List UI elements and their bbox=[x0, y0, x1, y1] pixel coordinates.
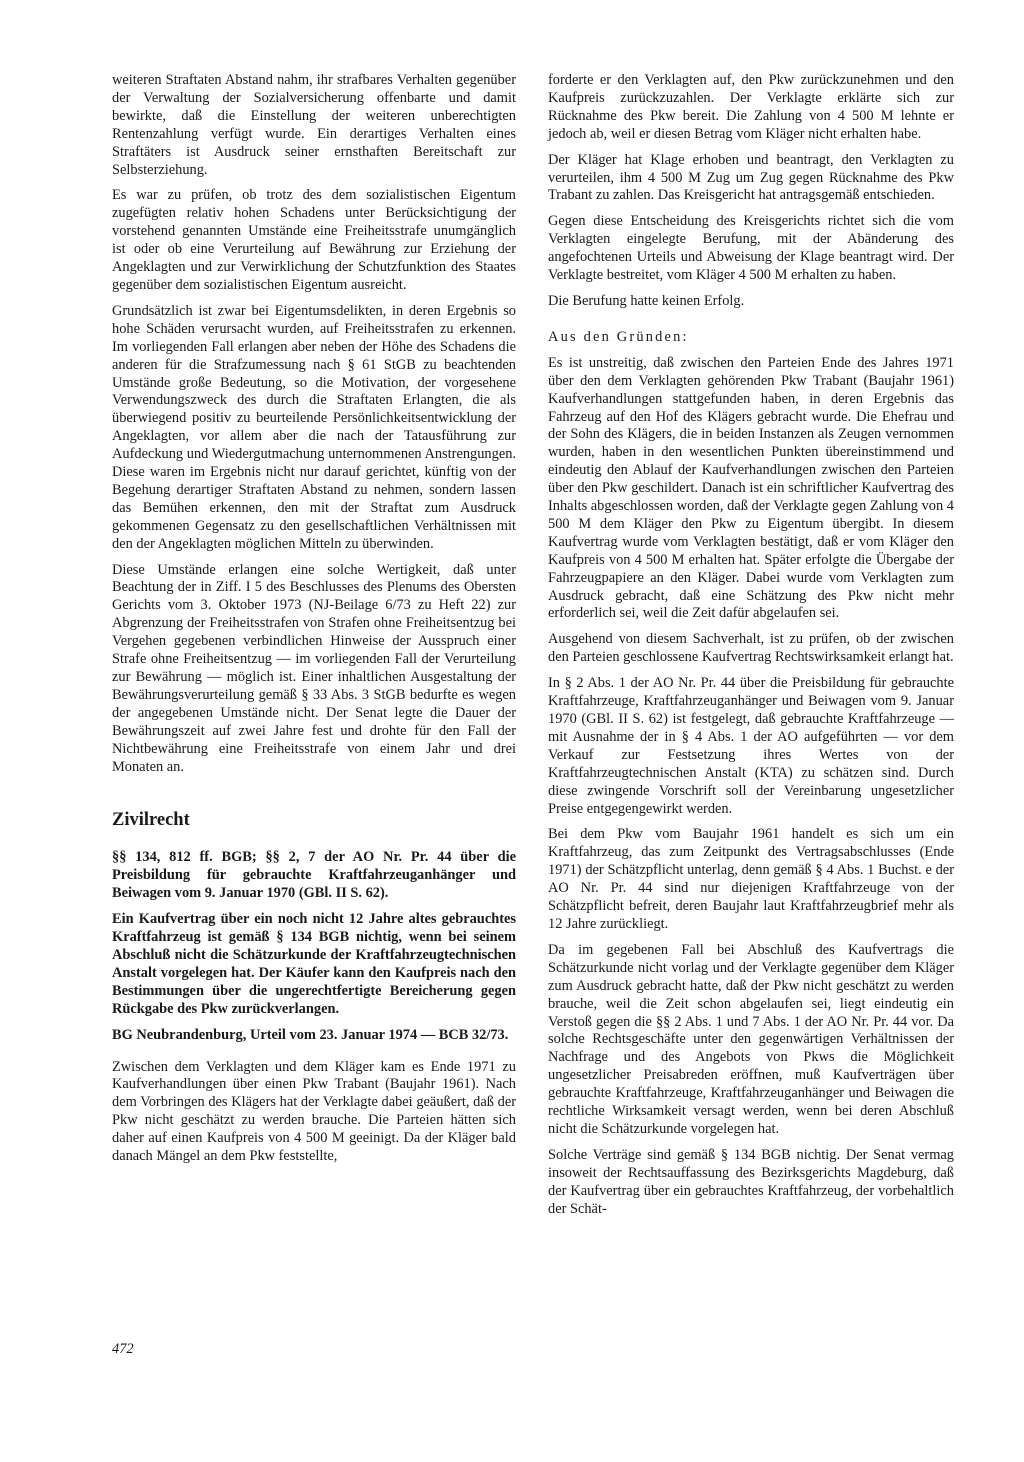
paragraph: Zwischen dem Verklagten und dem Kläger kam es Ende 1971 zu Kaufverhandlungen über einen Pkw Trabant (Baujahr 1961). Nach dem Vorbringen des Klägers hat der Verklagte dabei geäußert, daß der Pkw nicht geschätzt zu werden brauche. Die Parteien hätten sich daher auf einen Kaufpreis von 4 500 M geeinigt. Da der Kläger bald danach Mängel an dem Pkw feststellte, bbox=[112, 1058, 516, 1165]
paragraph: Gegen diese Entscheidung des Kreisgerichts richtet sich die vom Verklagten eingelegte Berufung, mit der Abänderung des angefochtenen Urteils und Abweisung der Klage beantragt wird. Der Verklagte bestreitet, vom Kläger 4 500 M erhalten zu haben. bbox=[548, 213, 954, 284]
paragraph: Bei dem Pkw vom Baujahr 1961 handelt es sich um ein Kraftfahrzeug, das zum Zeitpunkt des Vertragsabschlusses (Ende 1971) der Schätzpflicht unterlag, denn gemäß § 4 Abs. 1 Buchst. e der AO Nr. Pr. 44 sind nur diejenigen Kraftfahrzeuge von der Schätzpflicht befreit, deren Baujahr laut Kraftfahrzeugbrief mehr als 12 Jahre zurückliegt. bbox=[548, 826, 954, 932]
paragraph: Diese Umstände erlangen eine solche Wertigkeit, daß unter Beachtung der in Ziff. I 5 des Beschlusses des Plenums des Obersten Gerichts vom 3. Oktober 1973 (NJ-Beilage 6/73 zu Heft 22) zur Abgrenzung der Freiheitsstrafen von Strafen ohne Freiheitsentzug bei Vergehen gegebenen verbindlichen Hinweise der Ausspruch einer Strafe ohne Freiheitsentzug — im vorliegenden Fall der Verurteilung zur Bewährung — möglich ist. Einer inhaltlichen Ausgestaltung der Bewährungsverurteilung gemäß § 33 Abs. 3 StGB bedurfte es wegen der angegebenen Umstände nicht. Der Senat legte die Dauer der Bewährungszeit auf zwei Jahre fest und drohte für den Fall der Nichtbewährung eine Freiheitsstrafe von einem Jahr und drei Monaten an. bbox=[112, 561, 516, 775]
paragraph: Es war zu prüfen, ob trotz des dem sozialistischen Eigentum zugefügten relativ hohen Schadens unter Berücksichtigung der vorstehend genannten Umstände eine Freiheitsstrafe unumgänglich ist oder ob eine Verurteilung auf Bewährung zur Erziehung der Angeklagten und zur Verwirklichung der Schutzfunktion des Staates gegenüber dem sozialistischen Eigentum ausreicht. bbox=[112, 187, 516, 293]
section-heading: Zivilrecht bbox=[112, 810, 190, 831]
paragraph: In § 2 Abs. 1 der AO Nr. Pr. 44 über die Preisbildung für gebrauchte Kraftfahrzeuge, Kraftfahrzeuganhänger und Beiwagen vom 9. Januar 1970 (GBl. II S. 62) ist festgelegt, daß gebrauchte Kraftfahrzeuge — mit Ausnahme der in § 4 Abs. 1 der AO aufgeführten — vor dem Verkauf zur Festsetzung ihres Wertes von der Kraftfahrzeugtechnischen Anstalt (KTA) zu schätzen sind. Durch diese zwingende Vorschrift soll der Vereinbarung ungesetzlicher Preise entgegengewirkt werden. bbox=[548, 675, 954, 817]
reasons-heading: Aus den Gründen: bbox=[548, 328, 689, 345]
section-spacer bbox=[112, 784, 516, 810]
paragraph: forderte er den Verklagten auf, den Pkw zurückzunehmen und den Kaufpreis zurückzuzahlen. Der Verklagte erklärte sich zur Rücknahme des Pkw bereit. Die Zahlung von 4 500 M lehnte er jedoch ab, weil er diesen Betrag vom Kläger nicht erhalten habe. bbox=[548, 72, 954, 142]
headnote: Ein Kaufvertrag über ein noch nicht 12 Jahre altes gebrauchtes Kraftfahrzeug ist gemäß § 134 BGB nichtig, wenn bei seinem Abschluß nicht die Schätzurkunde der Kraftfahrzeugtechnischen Anstalt vorgelegen hat. Der Käufer kann den Kaufpreis nach den Bestimmungen über die ungerechtfertigte Bereicherung gegen Rückgabe des Pkw zurückverlangen. bbox=[112, 911, 516, 1017]
statute-reference: §§ 134, 812 ff. BGB; §§ 2, 7 der AO Nr. Pr. 44 über die Preisbildung für gebrauchte Kraftfahrzeuganhänger und Beiwagen vom 9. Januar 1970 (GBl. II S. 62). bbox=[112, 849, 516, 902]
left-column bbox=[112, 72, 516, 1174]
paragraph: Grundsätzlich ist zwar bei Eigentumsdelikten, in deren Ergebnis so hohe Schäden verursacht wurden, auf Freiheitsstrafen zu erkennen. Im vorliegenden Fall erlangen aber neben der Höhe des Schadens die anderen für die Strafzumessung nach § 61 StGB zu beachtenden Umstände große Bedeutung, so die Motivation, der vorgesehene Verwendungszweck des durch die Straftaten Erlangten, die als überwiegend positiv zu beurteilende Persönlichkeitsentwicklung der Angeklagten, vor allem aber die nach der Tatausführung zur Aufdeckung und Wiedergutmachung unternommenen Anstrengungen. Diese waren im Ergebnis nicht nur darauf gerichtet, künftig von der Begehung derartiger Straftaten Abstand zu nehmen, sondern lassen das Bemühen erkennen, den mit der Straftat zum Ausdruck gekommenen Gegensatz zu den gesellschaftlichen Verhältnissen mit den der Angeklagten möglichen Mitteln zu überwinden. bbox=[112, 302, 516, 552]
paragraph: Ausgehend von diesem Sachverhalt, ist zu prüfen, ob der zwischen den Parteien geschlossene Kaufvertrag Rechtswirksamkeit erlangt hat. bbox=[548, 631, 954, 666]
page-number: 472 bbox=[112, 1341, 134, 1357]
paragraph: Die Berufung hatte keinen Erfolg. bbox=[548, 292, 745, 309]
court-citation: BG Neubrandenburg, Urteil vom 23. Januar 1974 — BCB 32/73. bbox=[112, 1026, 509, 1043]
paragraph: Solche Verträge sind gemäß § 134 BGB nichtig. Der Senat vermag insoweit der Rechtsauffassung des Bezirksgerichts Magdeburg, daß der Kaufvertrag über ein gebrauchtes Kraftfahrzeug, der vorbehaltlich der Schät- bbox=[548, 1146, 954, 1217]
paragraph: Der Kläger hat Klage erhoben und beantragt, den Verklagten zu verurteilen, ihm 4 500 M Zug um Zug gegen Rücknahme des Pkw Trabant zu zahlen. Das Kreisgericht hat antragsgemäß entschieden. bbox=[548, 151, 954, 204]
paragraph: Da im gegebenen Fall bei Abschluß des Kaufvertrags die Schätzurkunde nicht vorlag und der Verklagte gegenüber dem Kläger zum Ausdruck gebracht hatte, daß der Pkw nicht geschätzt zu werden brauche, weil die Zeit schon abgelaufen sei, liegt eindeutig ein Verstoß gegen die §§ 2 Abs. 1 und 7 Abs. 1 der AO Nr. Pr. 44 vor. Da solche Rechtsgeschäfte unter den gegenwärtigen Verhältnissen der Nachfrage und des Angebots von Pkws die Möglichkeit ungesetzlicher Preisabreden eröffnen, muß Kaufverträgen über gebrauchte Kraftfahrzeuge, Kraftfahrzeuganhänger und Beiwagen die rechtliche Wirksamkeit versagt werden, wenn bei deren Abschluß nicht die Schätzurkunde vorgelegen hat. bbox=[548, 941, 954, 1137]
paragraph: weiteren Straftaten Abstand nahm, ihr strafbares Verhalten gegenüber der Verwaltung der Sozialversicherung offenbarte und damit bewirkte, daß die Einstellung der weiteren unberechtigten Rentenzahlung verfügt wurde. Ein derartiges Verhalten eines Straftäters ist Ausdruck seiner ernsthaften Bereitschaft zur Selbsterziehung. bbox=[112, 72, 516, 178]
paragraph: Es ist unstreitig, daß zwischen den Parteien Ende des Jahres 1971 über den dem Verklagten gehörenden Pkw Trabant (Baujahr 1961) Kaufverhandlungen stattgefunden haben, in deren Ergebnis das Fahrzeug auf den Hof des Klägers gebracht wurde. Die Ehefrau und der Sohn des Klägers, die in beiden Instanzen als Zeugen vernommen wurden, haben in den wesentlichen Punkten übereinstimmend und eindeutig den Ablauf der Kaufverhandlungen zwischen den Parteien über den Pkw geschildert. Danach ist ein schriftlicher Kaufvertrag des Inhalts abgeschlossen worden, daß der Verklagte gegen Zahlung von 4 500 M dem Kläger den Pkw zu Eigentum übergibt. In diesem Kaufvertrag wurde vom Verklagten bestätigt, daß er vom Kläger den Kaufpreis von 4 500 M erhalten hat. Später erfolgte die Übergabe der Fahrzeugpapiere an den Kläger. Dabei wurde vom Verklagten zum Ausdruck gebracht, daß eine Schätzung des Pkw nicht mehr erforderlich sei, weil die Zeit dafür abgelaufen sei. bbox=[548, 354, 954, 622]
right-column bbox=[548, 72, 954, 1226]
